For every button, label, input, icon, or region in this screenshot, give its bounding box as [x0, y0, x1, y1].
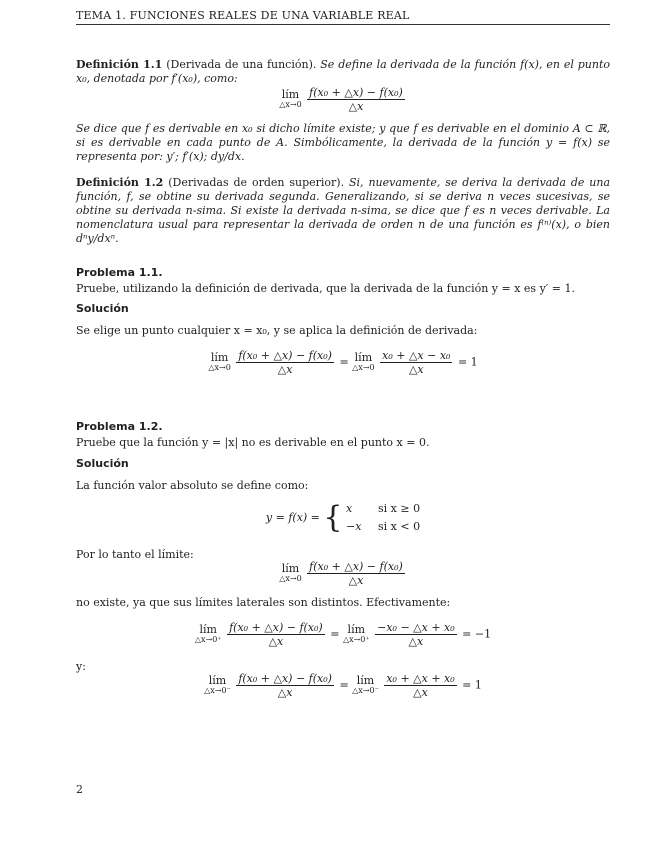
running-header: TEMA 1. FUNCIONES REALES DE UNA VARIABLE REAL	[76, 9, 410, 22]
text-por-lo-tanto: Por lo tanto el límite:	[76, 548, 194, 561]
text-y: y:	[76, 660, 86, 673]
limit-expression: lím △x→0 $\frac{\text{f(x₀ + △x) − f(x₀)}}{\triangle x}$	[279, 560, 403, 587]
definition-1-1	[76, 58, 610, 86]
lim-word: lím	[281, 88, 300, 101]
derivative-formula	[76, 86, 610, 113]
problem-1-1-equation: lím △x→0 $\frac{\text{f(x₀ + △x) − f(x₀)}}{\triangle x}$ = lím △x→0 $\frac{\text{x₀ + △x − x₀}}{\triangle x}$ = 1	[208, 349, 478, 376]
definition-text: Se define la derivada de la función f(x), en el punto x₀, denotada por f′(x₀), como:	[76, 58, 611, 85]
header-rule	[76, 24, 610, 25]
definition-1-2	[76, 176, 610, 246]
problem-1-1-title: Problema 1.1.	[76, 266, 163, 279]
right-limit-equation: lím △x→0⁺ $\frac{\text{f(x₀ + △x) − f(x₀)}}{\triangle x}$ = lím △x→0⁺ $\frac{\text{−x₀ − △x + x₀}}{\triangle x}$ = −1	[194, 621, 492, 648]
solution-1-title: Solución	[76, 302, 129, 315]
definition-text: Si, nuevamente, se deriva la derivada de una función, f, se obtine su derivada segunda. Generalizando, si se deriva n veces sucesivas, se obtine su derivada n-sima. Si existe la derivada n-sima, se dice que f es n veces derivable. La nomenclatura usual para representar la derivada de orden n de una función es f⁽ⁿ⁾(x), o bien dⁿy/dxⁿ.	[76, 176, 611, 245]
fraction-numerator: f(x₀ + △x) − f(x₀)	[309, 86, 403, 99]
derivable-paragraph: Se dice que f es derivable en x₀ si dicho límite existe; y que f es derivable en el dominio A ⊂ ℝ, si es derivable en cada punto de A. Simbólicamente, la derivada de la función y = f(x) se representa por: y′; f′(x); dy/dx.	[76, 122, 610, 163]
problem-1-1-statement: Pruebe, utilizando la definición de derivada, que la derivada de la función y = x es y′ = 1.	[76, 282, 575, 295]
fraction-denominator: △x	[307, 99, 405, 113]
brace-glyph: {	[323, 500, 343, 535]
problem-1-2-statement: Pruebe que la función y = |x| no es derivable en el punto x = 0.	[76, 436, 430, 449]
definition-label: Definición 1.2	[76, 176, 164, 189]
left-limit-equation: lím △x→0⁻ $\frac{\text{f(x₀ + △x) − f(x₀)}}{\triangle x}$ = lím △x→0⁻ $\frac{\text{x₀ + △x + x₀}}{\triangle x}$ = 1	[204, 672, 482, 699]
page-number: 2	[76, 783, 83, 796]
problem-1-2-title: Problema 1.2.	[76, 420, 163, 433]
piecewise-definition: y = f(x) = { x si x ≥ 0 −x si x < 0	[265, 500, 421, 535]
definition-paren: (Derivadas de orden superior).	[168, 176, 345, 189]
solution-2-title: Solución	[76, 457, 129, 470]
solution-2-text: La función valor absoluto se define como:	[76, 479, 309, 492]
solution-1-text: Se elige un punto cualquier x = x₀, y se aplica la definición de derivada:	[76, 324, 478, 337]
definition-paren: (Derivada de una función).	[166, 58, 317, 71]
text-no-existe: no existe, ya que sus límites laterales son distintos. Efectivamente:	[76, 596, 451, 609]
definition-label: Definición 1.1	[76, 58, 163, 71]
lim-sub: △x→0	[279, 100, 302, 109]
